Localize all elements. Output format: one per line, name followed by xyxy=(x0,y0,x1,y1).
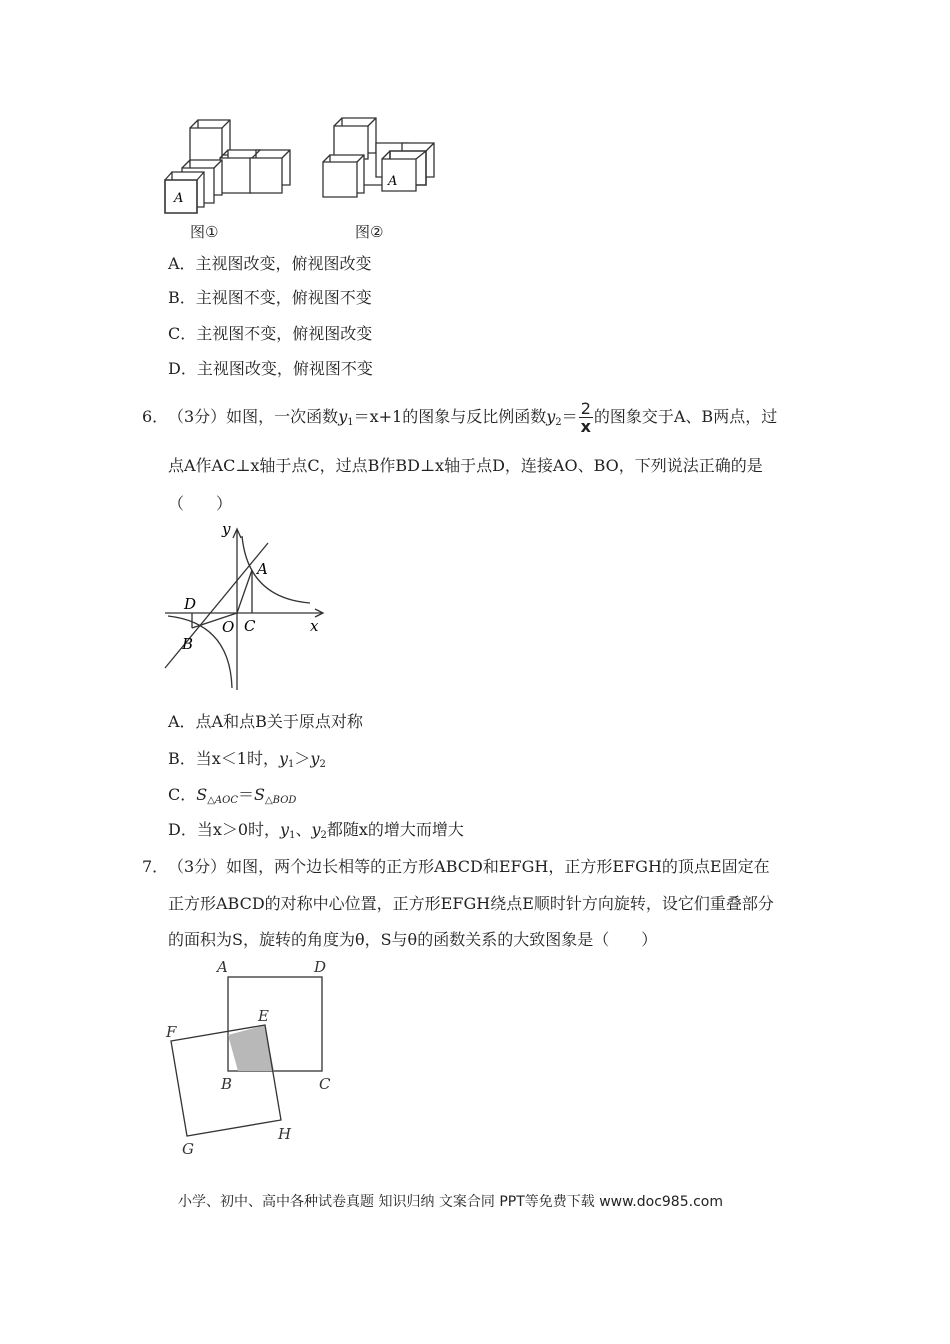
q6-option-d: D．当x＞0时，$y_1$、$y_2$都随x的增大而增大 xyxy=(168,820,464,841)
point-c-label: C xyxy=(244,617,256,635)
q6-option-a: A．点A和点B关于原点对称 xyxy=(168,712,363,731)
cube-figure-1 xyxy=(160,115,300,215)
point-a-label: A xyxy=(257,560,268,578)
cube-label-a: A xyxy=(174,191,184,206)
q5-option-a: A．主视图改变，俯视图改变 xyxy=(168,254,372,273)
q5-option-d: D．主视图改变，俯视图不变 xyxy=(168,359,373,378)
label-g: G xyxy=(182,1140,194,1158)
q6-number: 6． xyxy=(142,407,169,426)
q7-line-1: （3分）如图，两个边长相等的正方形ABCD和EFGH，正方形EFGH的顶点E固定在 xyxy=(168,857,770,876)
function-graph xyxy=(160,518,335,693)
figure-1-caption: 图① xyxy=(190,223,219,241)
label-f: F xyxy=(166,1023,177,1041)
q6-option-c: C．$S_{\triangle AOC}=S_{\triangle BOD}$ xyxy=(168,785,297,806)
label-h: H xyxy=(278,1125,292,1143)
rotated-squares-figure xyxy=(160,955,340,1160)
page-footer: 小学、初中、高中各种试卷真题 知识归纳 文案合同 PPT等免费下载 www.doc985.com xyxy=(178,1194,723,1210)
q6-option-b: B．当x＜1时，$y_1>y_2$ xyxy=(168,749,326,770)
q7-number: 7． xyxy=(142,857,169,876)
q6-line-3: （ ） xyxy=(168,494,233,513)
label-b: B xyxy=(221,1075,233,1093)
q5-option-c: C．主视图不变，俯视图改变 xyxy=(168,324,373,343)
q7-line-3: 的面积为S，旋转的角度为θ，S与θ的函数关系的大致图象是（ ） xyxy=(168,930,658,949)
q5-option-b: B．主视图不变，俯视图不变 xyxy=(168,288,372,307)
q7-line-2: 正方形ABCD的对称中心位置，正方形EFGH绕点E顺时针方向旋转，设它们重叠部分 xyxy=(168,894,774,913)
label-e: E xyxy=(258,1007,269,1025)
q6-line-2: 点A作AC⊥x轴于点C，过点B作BD⊥x轴于点D，连接AO、BO，下列说法正确的是 xyxy=(168,456,763,475)
label-d: D xyxy=(314,958,327,976)
point-d-label: D xyxy=(184,595,197,613)
fraction-2-over-x: $\frac{2}{x}$ xyxy=(580,399,591,436)
label-a: A xyxy=(217,958,228,976)
q6-line-1: （3分）如图，一次函数$y_1=x+1$的图象与反比例函数$y_2=$ $\frac{2}{x}$ 的图象交于A、B两点，过 xyxy=(168,399,778,436)
x-axis-label: x xyxy=(310,617,319,635)
origin-label: O xyxy=(222,618,235,636)
cube-label-a-2: A xyxy=(388,174,398,189)
cube-figure-2 xyxy=(320,115,440,200)
figure-2-caption: 图② xyxy=(355,223,384,241)
y-axis-label: y xyxy=(222,520,231,538)
point-b-label: B xyxy=(182,635,194,653)
label-c: C xyxy=(319,1075,331,1093)
